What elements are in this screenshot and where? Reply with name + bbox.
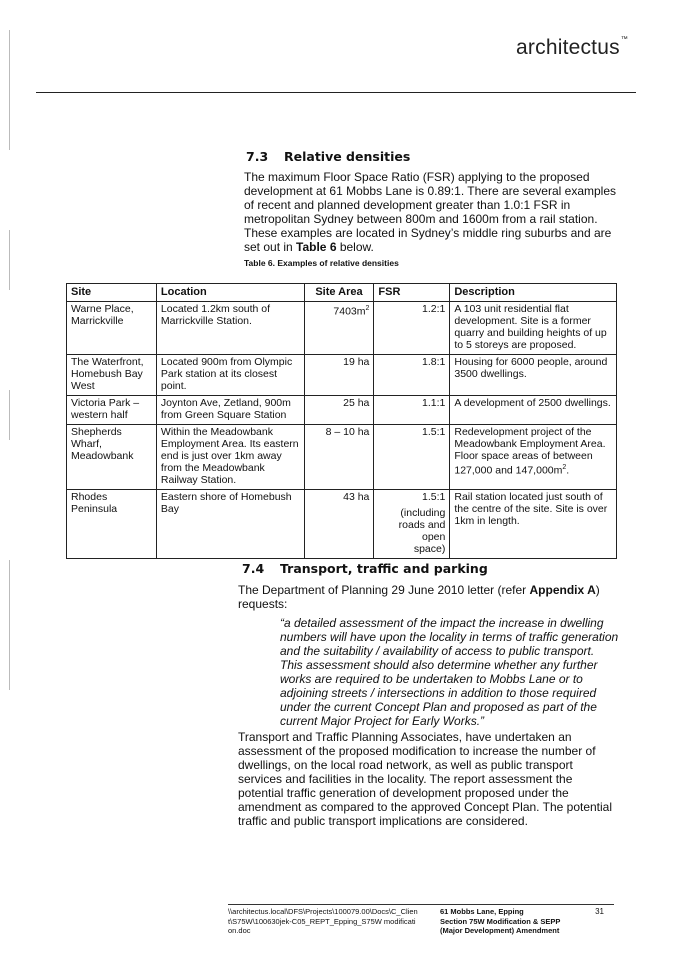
- cell-location: Located 900m from Olympic Park station at its closest point.: [156, 355, 304, 396]
- cell-location: Within the Meadowbank Employment Area. Its eastern end is just over 1km away from the Meadowbank Railway Station.: [156, 425, 304, 490]
- table-row: [67, 425, 617, 490]
- header-divider: [36, 92, 636, 93]
- body-text: ) requests:: [238, 583, 600, 611]
- scan-margin-mark: [9, 230, 10, 290]
- header-site-area: Site Area: [304, 284, 374, 302]
- cell-site-area: $7403m^2$: [304, 302, 374, 355]
- cell-description: A 103 unit residential flat development. Site is a former quarry and building heights of up to 5 storeys are proposed.: [450, 302, 617, 355]
- cell-location: Located 1.2km south of Marrickville Station.: [156, 302, 304, 355]
- cell-site: Victoria Park – western half: [67, 396, 157, 425]
- cell-description: Housing for 6000 people, around 3500 dwellings.: [450, 355, 617, 396]
- footer-file-path: \\architectus.local\DFS\Projects\100079.00\Docs\C_Client\S75W\100630jek-C05_REPT_Epping_S75W modification.doc: [228, 907, 418, 935]
- footer-document-title: 61 Mobbs Lane, Epping Section 75W Modification & SEPP (Major Development) Amendment: [440, 907, 561, 935]
- cell-site: Rhodes Peninsula: [67, 490, 157, 559]
- cell-fsr: 1.5:1: [374, 425, 450, 490]
- page-number: 31: [595, 907, 604, 916]
- trademark-mark: ™: [620, 36, 628, 43]
- scan-margin-mark: [9, 560, 10, 690]
- cell-description: Rail station located just south of the centre of the site. Site is over 1km in length.: [450, 490, 617, 559]
- brand-logo: [516, 36, 628, 60]
- table-header-row: [67, 284, 617, 302]
- cell-site-area: 19 ha: [304, 355, 374, 396]
- section-number: 7.3: [246, 149, 269, 164]
- cell-site-area: 43 ha: [304, 490, 374, 559]
- cell-fsr: 1.1:1: [374, 396, 450, 425]
- cell-location: Joynton Ave, Zetland, 900m from Green Square Station: [156, 396, 304, 425]
- scan-margin-mark: [9, 390, 10, 440]
- section-title: Relative densities: [284, 149, 411, 164]
- cell-fsr: 1.5:1 (including roads and open space): [374, 490, 450, 559]
- table-row: [67, 355, 617, 396]
- section-7-4-body: Transport and Traffic Planning Associates, have undertaken an assessment of the proposed modification to increase the number of dwellings, on the local road network, as well as public transport services and facilities in the locality. The report assessment the potential traffic generation of development proposed under the amendment as compared to the approved Concept Plan. The potential traffic and public transport implications are considered.: [238, 730, 613, 828]
- section-heading-7-4: [242, 561, 488, 576]
- section-number: 7.4: [242, 561, 265, 576]
- table-reference: Table 6: [296, 240, 337, 254]
- cell-site: The Waterfront, Homebush Bay West: [67, 355, 157, 396]
- cell-fsr: 1.2:1: [374, 302, 450, 355]
- header-site: Site: [67, 284, 157, 302]
- cell-description: A development of 2500 dwellings.: [450, 396, 617, 425]
- brand-name: architectus: [516, 36, 620, 59]
- table-caption: Table 6. Examples of relative densities: [244, 258, 399, 268]
- section-title: Transport, traffic and parking: [280, 561, 488, 576]
- section-7-3-body: [244, 170, 622, 254]
- cell-description: Redevelopment project of the Meadowbank Employment Area. Floor space areas of between 127,000 and $147,000m^2$.: [450, 425, 617, 490]
- header-location: Location: [156, 284, 304, 302]
- body-text: The Department of Planning 29 June 2010 letter (refer: [238, 583, 530, 597]
- body-text: The maximum Floor Space Ratio (FSR) applying to the proposed development at 61 Mobbs Lane is 0.89:1. There are several examples of recent and planned development greater than 1.0:1 FSR in metropolitan Sydney between 800m and 1600m from a rail station. These examples are located in Sydney’s middle ring suburbs and are set out in: [244, 170, 616, 254]
- cell-site-area: 8 – 10 ha: [304, 425, 374, 490]
- header-fsr: FSR: [374, 284, 450, 302]
- section-heading-7-3: [246, 149, 410, 164]
- cell-site-area: 25 ha: [304, 396, 374, 425]
- cell-fsr: 1.8:1: [374, 355, 450, 396]
- section-7-4-intro: [238, 583, 618, 611]
- relative-densities-table: [66, 283, 617, 559]
- cell-location: Eastern shore of Homebush Bay: [156, 490, 304, 559]
- cell-site: Shepherds Wharf, Meadowbank: [67, 425, 157, 490]
- table-row: [67, 396, 617, 425]
- header-description: Description: [450, 284, 617, 302]
- department-quote: “a detailed assessment of the impact the increase in dwelling numbers will have upon the locality in terms of traffic generation and the suitability / availability of access to public transport. This assessment should also determine whether any further works are required to be undertaken to Mobbs Lane or to adjoining streets / intersections in addition to those required under the current Concept Plan and proposed as part of the current Major Project for Early Works.”: [280, 616, 619, 728]
- table-row: [67, 490, 617, 559]
- table-row: [67, 302, 617, 355]
- body-text: below.: [336, 240, 374, 254]
- appendix-reference: Appendix A: [529, 583, 596, 597]
- footer-divider: [228, 904, 614, 905]
- cell-site: Warne Place, Marrickville: [67, 302, 157, 355]
- scan-margin-mark: [9, 30, 10, 150]
